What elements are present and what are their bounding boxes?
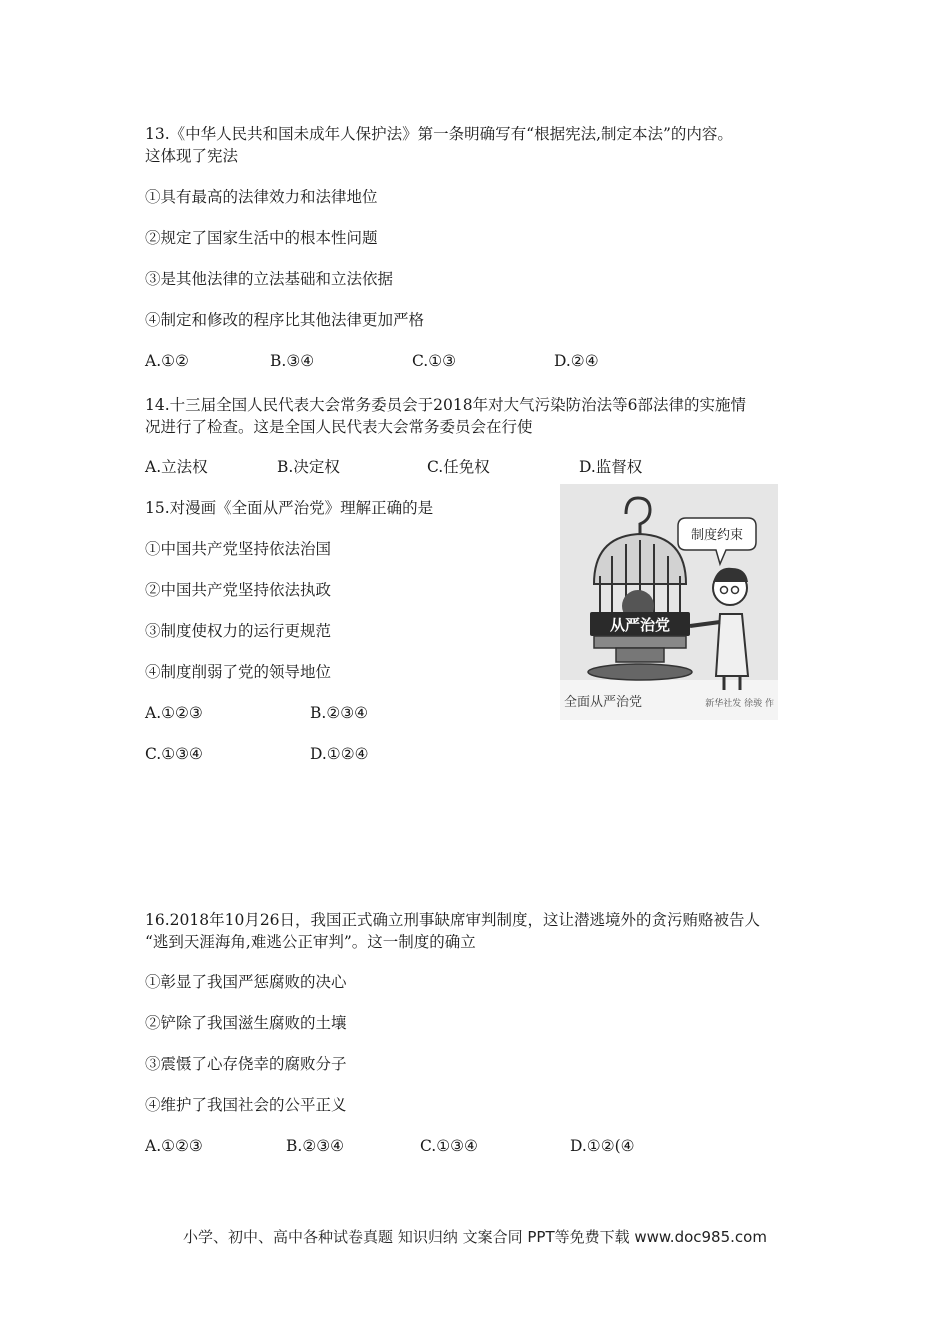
- q16-item-3: ③震慑了心存侥幸的腐败分子: [145, 1055, 347, 1073]
- q14-option-d: D.监督权: [579, 458, 643, 476]
- q16-item-4: ④维护了我国社会的公平正义: [145, 1096, 347, 1114]
- q16-stem-line1: 16.2018年10月26日，我国正式确立刑事缺席审判制度，这让潜逃境外的贪污贿赂被告人: [145, 911, 761, 929]
- q15-option-b: B.②③④: [310, 704, 369, 722]
- cage-stand: [616, 648, 664, 662]
- q14-option-c: C.任免权: [427, 458, 490, 476]
- q15-item-3: ③制度使权力的运行更规范: [145, 622, 332, 640]
- q13-option-b: B.③④: [270, 352, 315, 370]
- q14-option-a: A.立法权: [145, 458, 208, 476]
- cartoon-caption: 全面从严治党: [564, 695, 643, 710]
- speech-bubble-text: 制度约束: [690, 528, 744, 543]
- q16-option-b: B.②③④: [286, 1137, 345, 1155]
- q16-option-c: C.①③④: [420, 1137, 478, 1155]
- page-footer: 小学、初中、高中各种试卷真题 知识归纳 文案合同 PPT等免费下载 www.doc985.com: [183, 1228, 767, 1246]
- q13-item-3: ③是其他法律的立法基础和立法依据: [145, 270, 394, 288]
- q16-option-d: D.①②(④: [570, 1137, 635, 1155]
- q14-stem-line1: 14.十三届全国人民代表大会常务委员会于2018年对大气污染防治法等6部法律的实施情: [145, 396, 746, 414]
- cage-base: [594, 636, 686, 648]
- q13-item-4: ④制定和修改的程序比其他法律更加严格: [145, 311, 425, 329]
- q14-stem-line2: 况进行了检查。这是全国人民代表大会常务委员会在行使: [145, 418, 533, 436]
- q13-option-d: D.②④: [554, 352, 599, 370]
- q14-option-b: B.决定权: [277, 458, 340, 476]
- cage-sign-text: 从严治党: [609, 616, 671, 634]
- q15-option-c: C.①③④: [145, 745, 203, 763]
- q16-stem-line2: “逃到天涯海角,难逃公正审判”。这一制度的确立: [145, 933, 476, 951]
- q15-stem: 15.对漫画《全面从严治党》理解正确的是: [145, 499, 434, 517]
- q13-option-a: A.①②: [145, 352, 189, 370]
- q16-option-a: A.①②③: [145, 1137, 203, 1155]
- q13-item-1: ①具有最高的法律效力和法律地位: [145, 188, 378, 206]
- cartoon-image: [560, 484, 778, 720]
- man-body: [716, 614, 748, 676]
- q15-item-2: ②中国共产党坚持依法执政: [145, 581, 332, 599]
- q15-item-1: ①中国共产党坚持依法治国: [145, 540, 332, 558]
- q13-option-c: C.①③: [412, 352, 457, 370]
- q13-stem-line1: 13.《中华人民共和国未成年人保护法》第一条明确写有“根据宪法,制定本法”的内容。: [145, 125, 733, 143]
- cage-pedestal: [588, 664, 692, 680]
- q16-item-1: ①彰显了我国严惩腐败的决心: [145, 973, 347, 991]
- q15-item-4: ④制度削弱了党的领导地位: [145, 663, 332, 681]
- cartoon-drawing: [560, 484, 778, 720]
- q13-item-2: ②规定了国家生活中的根本性问题: [145, 229, 378, 247]
- cartoon-credit: 新华社发 徐骏 作: [705, 699, 774, 709]
- q15-option-d: D.①②④: [310, 745, 369, 763]
- q15-option-a: A.①②③: [145, 704, 203, 722]
- q16-item-2: ②铲除了我国滋生腐败的土壤: [145, 1014, 347, 1032]
- q13-stem-line2: 这体现了宪法: [145, 147, 239, 165]
